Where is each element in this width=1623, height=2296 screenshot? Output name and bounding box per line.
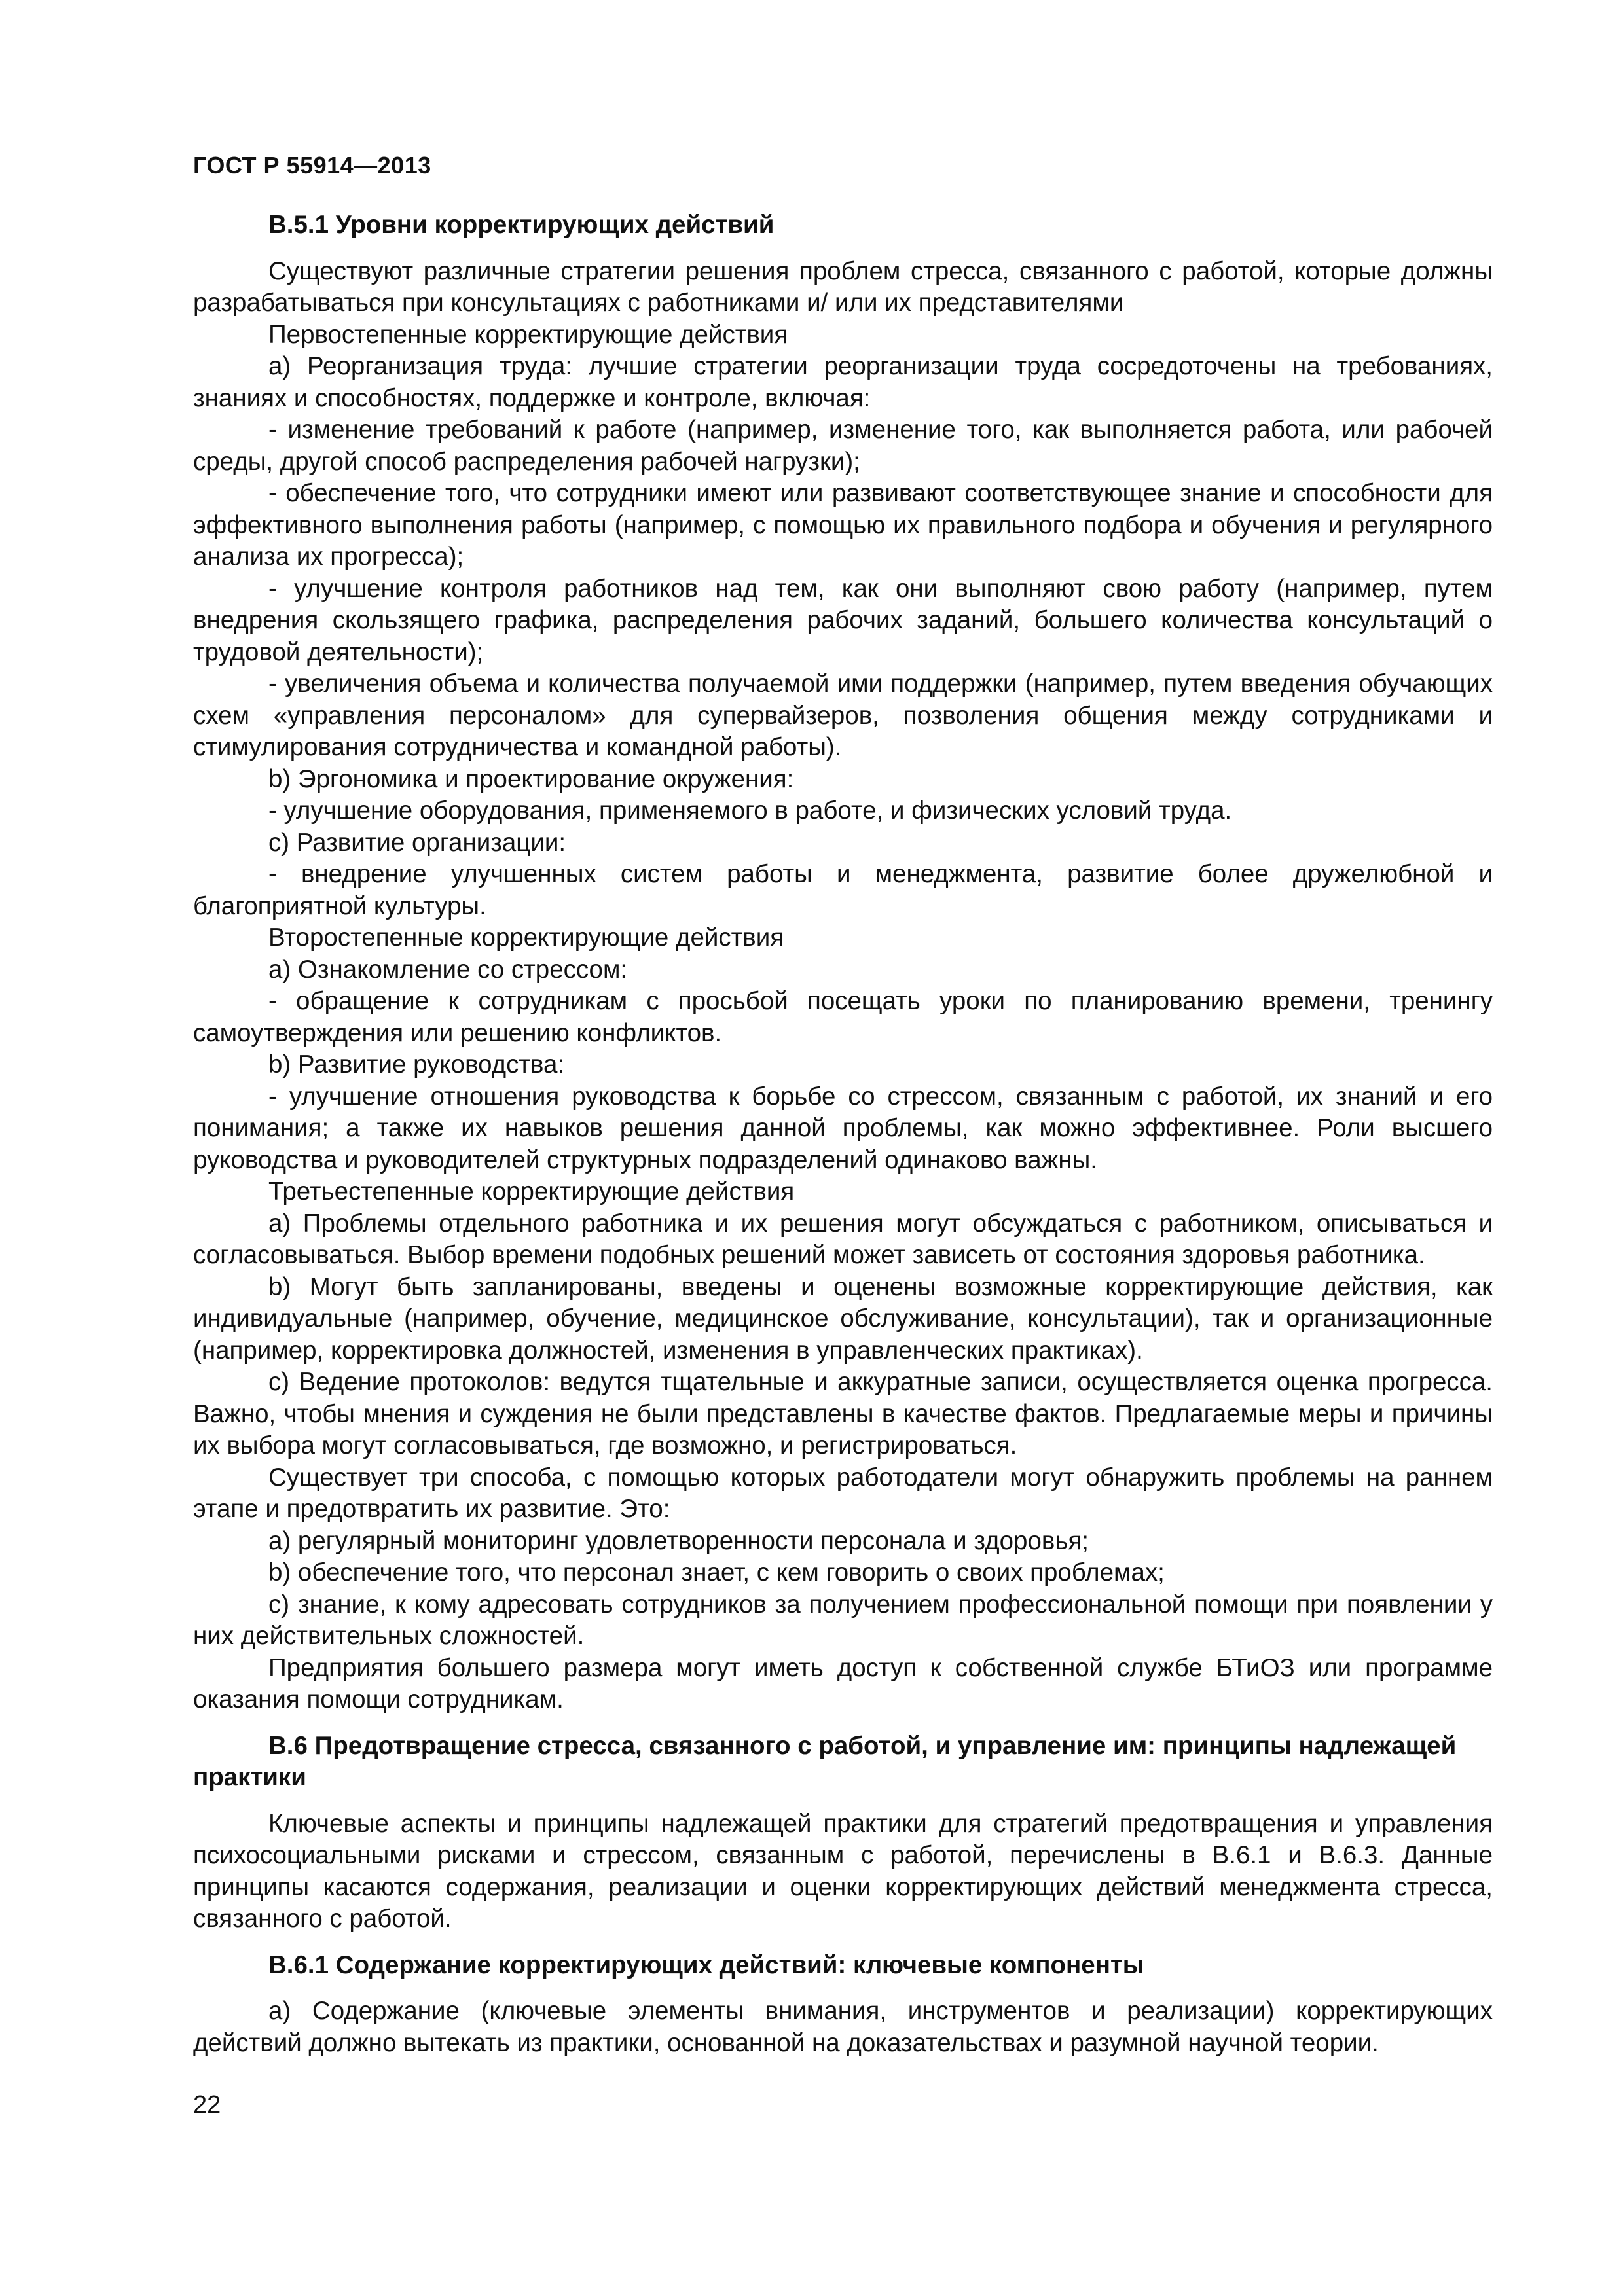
- list-item: - улучшение оборудования, применяемого в работе, и физических условий труда.: [268, 797, 1232, 825]
- list-item: - изменение требований к работе (например, изменение того, как выполняется работа, или рабочей среды, другой способ распределения рабочей нагрузки);: [193, 416, 1493, 476]
- subheading-tertiary-actions: Третьестепенные корректирующие действия: [268, 1177, 795, 1206]
- subheading-primary-actions: Первостепенные корректирующие действия: [268, 320, 788, 349]
- list-item: - обеспечение того, что сотрудники имеют или развивают соответствующее знание и способности для эффективного выполнения работы (например, с помощью их правильного подбора и обучения и регулярного анализа их прогресса);: [193, 479, 1493, 571]
- paragraph: c) Развитие организации:: [268, 828, 566, 857]
- list-item: - улучшение отношения руководства к борьбе со стрессом, связанным с работой, их знаний и его понимания; а также их навыков решения данной проблемы, как можно эффективнее. Роли высшего руководства и руководителей структурных подразделений одинаково важны.: [193, 1082, 1493, 1174]
- section-heading-b6: B.6 Предотвращение стресса, связанного с работой, и управление им: принципы надлежащей практики: [193, 1731, 1457, 1791]
- list-item: - обращение к сотрудникам с просьбой посещать уроки по планированию времени, тренингу самоутверждения или решению конфликтов.: [193, 987, 1493, 1047]
- paragraph: a) Реорганизация труда: лучшие стратегии реорганизации труда сосредоточены на требованиях, знаниях и способностях, поддержке и контроле, включая:: [193, 352, 1493, 412]
- list-item: a) регулярный мониторинг удовлетворенности персонала и здоровья;: [268, 1526, 1089, 1555]
- list-item: c) знание, к кому адресовать сотрудников за получением профессиональной помощи при появлении у них действительных сложностей.: [193, 1590, 1493, 1650]
- paragraph: b) Эргономика и проектирование окружения:: [268, 764, 794, 793]
- document-header: ГОСТ Р 55914—2013: [193, 152, 431, 179]
- section-heading-b51: B.5.1 Уровни корректирующих действий: [268, 211, 775, 239]
- paragraph: Ключевые аспекты и принципы надлежащей практики для стратегий предотвращения и управления психосоциальными рисками и стрессом, связанным с работой, перечислены в B.6.1 и B.6.3. Данные принципы касаются содержания, реализации и оценки корректирующих действий менеджмента стресса, связанного с работой.: [193, 1809, 1493, 1933]
- list-item: - увеличения объема и количества получаемой ими поддержки (например, путем введения обучающих схем «управления персоналом» для супервайзеров, позволения общения между сотрудниками и стимулирования сотрудничества и командной работы).: [193, 670, 1493, 761]
- paragraph: Предприятия большего размера могут иметь доступ к собственной службе БТиОЗ или программе оказания помощи сотрудникам.: [193, 1653, 1493, 1713]
- paragraph: c) Ведение протоколов: ведутся тщательные и аккуратные записи, осуществляется оценка прогресса. Важно, чтобы мнения и суждения не были представлены в качестве фактов. Предлагаемые меры и причины их выбора могут согласовываться, где возможно, и регистрироваться.: [193, 1368, 1493, 1460]
- page-number: 22: [193, 2091, 221, 2119]
- list-item: b) обеспечение того, что персонал знает, с кем говорить о своих проблемах;: [268, 1558, 1165, 1587]
- paragraph: a) Проблемы отдельного работника и их решения могут обсуждаться с работником, описываться и согласовываться. Выбор времени подобных решений может зависеть от состояния здоровья работника.: [193, 1209, 1493, 1269]
- subheading-secondary-actions: Второстепенные корректирующие действия: [268, 924, 784, 952]
- paragraph: a) Ознакомление со стрессом:: [268, 955, 628, 984]
- list-item: - улучшение контроля работников над тем, как они выполняют свою работу (например, путем внедрения скользящего графика, распределения рабочих заданий, большего количества консультаций о трудовой деятельности);: [193, 574, 1493, 666]
- paragraph: Существуют различные стратегии решения проблем стресса, связанного с работой, которые должны разрабатываться при консультациях с работниками и/ или их представителями: [193, 257, 1493, 317]
- paragraph: b) Развитие руководства:: [268, 1050, 565, 1079]
- list-item: - внедрение улучшенных систем работы и менеджмента, развитие более дружелюбной и благоприятной культуры.: [193, 860, 1493, 920]
- paragraph: Существует три способа, с помощью которых работодатели могут обнаружить проблемы на раннем этапе и предотвратить их развитие. Это:: [193, 1463, 1493, 1523]
- document-body: [193, 209, 1493, 2059]
- paragraph: b) Могут быть запланированы, введены и оценены возможные корректирующие действия, как индивидуальные (например, обучение, медицинское обслуживание, консультации), так и организационные (например, корректировка должностей, изменения в управленческих практиках).: [193, 1272, 1493, 1365]
- paragraph: a) Содержание (ключевые элементы внимания, инструментов и реализации) корректирующих действий должно вытекать из практики, основанной на доказательствах и разумной научной теории.: [193, 1997, 1493, 2057]
- section-heading-b61: B.6.1 Содержание корректирующих действий: ключевые компоненты: [268, 1950, 1144, 1979]
